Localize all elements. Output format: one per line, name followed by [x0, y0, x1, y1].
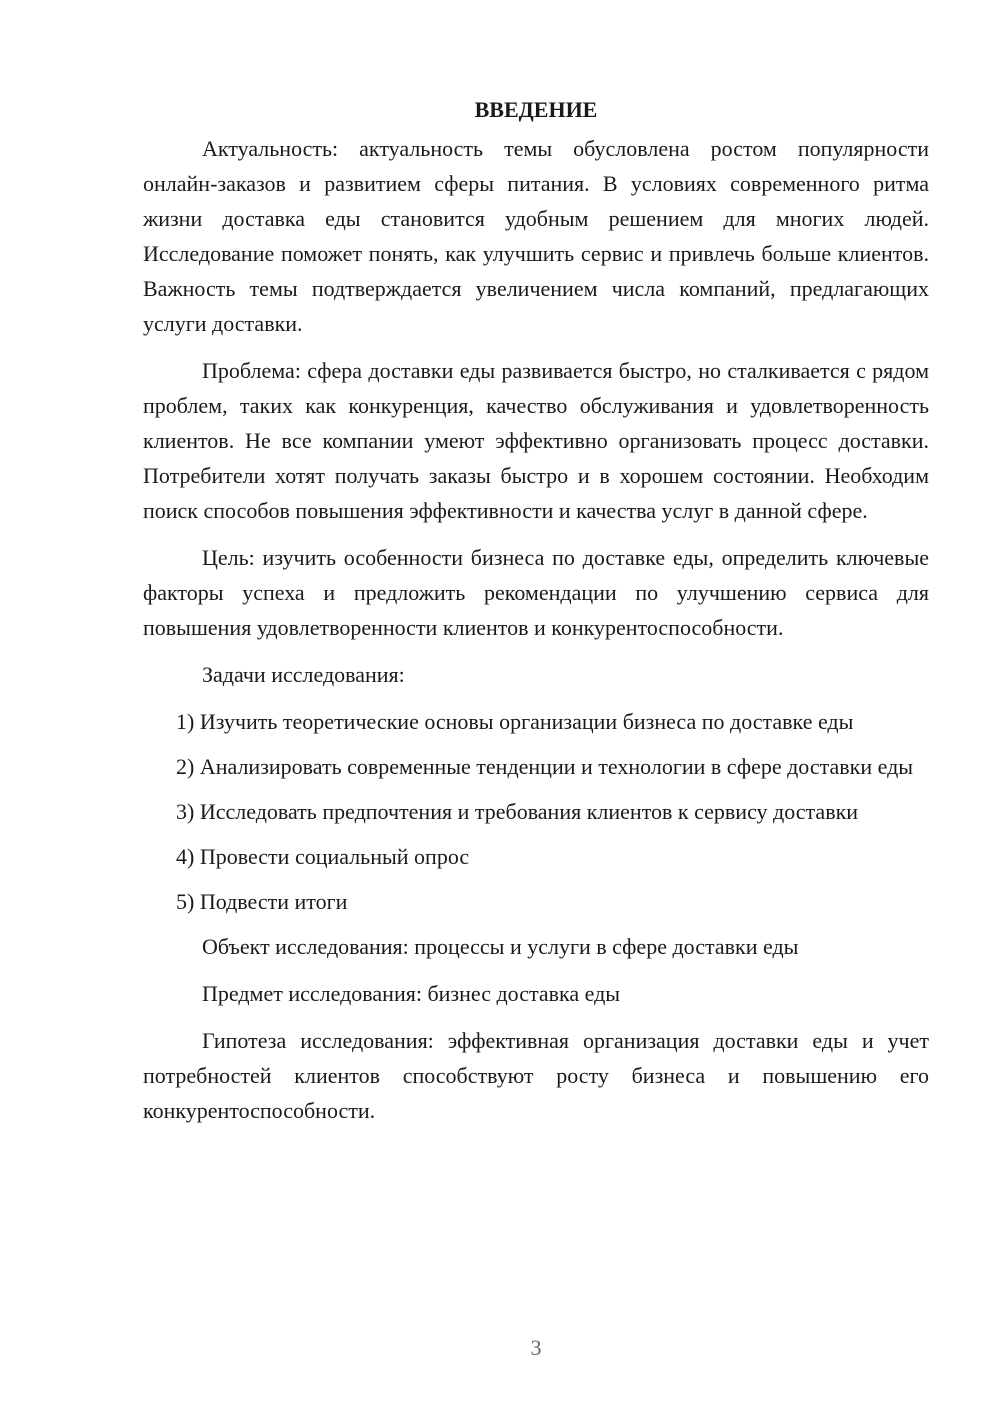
- paragraph-tasks-intro: Задачи исследования:: [202, 662, 405, 687]
- paragraph-goal: Цель: изучить особенности бизнеса по доставке еды, определить ключевые факторы успеха и предложить рекомендации по улучшению сервиса для повышения удовлетворенности клиентов и конкурентоспособности.: [143, 545, 929, 640]
- task-item: 1) Изучить теоретические основы организации бизнеса по доставке еды: [176, 709, 854, 734]
- task-item: 3) Исследовать предпочтения и требования клиентов к сервису доставки: [176, 799, 859, 824]
- document-body: [143, 95, 929, 1140]
- paragraph-hypothesis: Гипотеза исследования: эффективная организация доставки еды и учет потребностей клиентов способствуют росту бизнеса и повышению его конкурентоспособности.: [143, 1028, 929, 1123]
- page-number: 3: [530, 1335, 542, 1360]
- task-item: 2) Анализировать современные тенденции и технологии в сфере доставки еды: [176, 754, 914, 779]
- task-item: 4) Провести социальный опрос: [176, 844, 470, 869]
- paragraph-problem: Проблема: сфера доставки еды развивается быстро, но сталкивается с рядом проблем, таких как конкуренция, качество обслуживания и удовлетворенность клиентов. Не все компании умеют эффективно организовать процесс доставки. Потребители хотят получать заказы быстро и в хорошем состоянии. Необходим поиск способов повышения эффективности и качества услуг в данной сфере.: [143, 358, 929, 523]
- task-item: 5) Подвести итоги: [176, 889, 348, 914]
- paragraph-object: Объект исследования: процессы и услуги в сфере доставки еды: [202, 934, 799, 959]
- section-heading: ВВЕДЕНИЕ: [474, 97, 598, 122]
- paragraph-relevance: Актуальность: актуальность темы обусловлена ростом популярности онлайн-заказов и развитием сферы питания. В условиях современного ритма жизни доставка еды становится удобным решением для многих людей. Исследование поможет понять, как улучшить сервис и привлечь больше клиентов. Важность темы подтверждается увеличением числа компаний, предлагающих услуги доставки.: [143, 136, 929, 336]
- paragraph-subject: Предмет исследования: бизнес доставка еды: [202, 981, 621, 1006]
